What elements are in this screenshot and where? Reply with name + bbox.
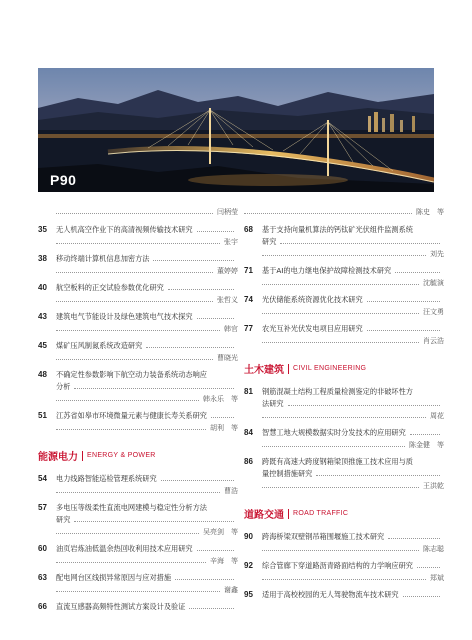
article-title: 分析	[56, 382, 71, 391]
article-title: 智慧工地大规模数据实时分发技术的应用研究	[262, 428, 406, 437]
author-name: 周花	[430, 412, 444, 420]
toc-right-column	[244, 206, 444, 606]
author-name: 辛海 等	[210, 557, 238, 565]
leader-dots	[56, 562, 206, 563]
leader-dots	[56, 400, 199, 401]
toc-entry[interactable]	[38, 473, 238, 497]
author-name: 陈金健 等	[409, 441, 444, 449]
leader-dots	[262, 446, 405, 447]
toc-entry[interactable]	[244, 265, 444, 289]
page-number: 71	[244, 266, 253, 275]
leader-dots	[262, 284, 419, 285]
section-divider	[82, 451, 83, 461]
page-number: 35	[38, 225, 47, 234]
author-name: 董婷婷	[217, 267, 238, 275]
toc-entry[interactable]	[38, 410, 238, 434]
leader-dots	[56, 359, 213, 360]
article-title: 综合管廊下穿道路沥青路面结构的力学响应研究	[262, 561, 413, 570]
article-title: 钢筋混凝土结构工程质量检测鉴定的非破坏性方	[262, 387, 413, 396]
toc-entry[interactable]	[244, 427, 444, 451]
article-title: 跨海桥梁双壁钢吊箱围堰施工技术研究	[262, 532, 385, 541]
page-number: 77	[244, 324, 253, 333]
page-number: 63	[38, 573, 47, 582]
leader-dots	[417, 567, 440, 568]
page-number: 81	[244, 387, 253, 396]
article-title: 研究	[56, 515, 71, 524]
leader-dots	[316, 475, 440, 476]
page-label: P90	[50, 172, 77, 188]
section-header-civil: 土木建筑 CIVIL ENGINEERING	[244, 365, 367, 376]
leader-dots	[367, 330, 440, 331]
author-name: 曹浩	[224, 487, 238, 495]
leader-dots	[56, 492, 220, 493]
toc-entry-continued: 闫柄莹	[38, 206, 238, 218]
leader-dots	[56, 243, 220, 244]
leader-dots	[56, 330, 220, 331]
leader-dots	[211, 417, 234, 418]
leader-dots	[197, 231, 234, 232]
leader-dots	[403, 596, 440, 597]
article-title: 多电压等级柔性直流电网建模与稳定性分析方法	[56, 503, 207, 512]
leader-dots	[56, 301, 213, 302]
article-title: 光伏储能系统资源优化技术研究	[262, 295, 363, 304]
author-name: 曹晓光	[217, 354, 238, 362]
article-title: 不确定性参数影响下航空动力装备系统动态响应	[56, 370, 207, 379]
author-name: 韩官	[224, 325, 238, 333]
page-number: 54	[38, 474, 47, 483]
article-title: 适用于高校校园的无人驾驶物流车技术研究	[262, 590, 399, 599]
toc-entry[interactable]	[38, 369, 238, 405]
article-title: 油页岩炼油低温余热回收利用技术应用研究	[56, 544, 193, 553]
article-title: 法研究	[262, 399, 284, 408]
page-number: 95	[244, 590, 253, 599]
article-title: 建筑电气节能设计及绿色建筑电气技术探究	[56, 312, 193, 321]
toc-entry[interactable]	[244, 294, 444, 318]
article-title: 量控制措施研究	[262, 469, 313, 478]
leader-dots	[168, 289, 234, 290]
author-name: 谢鑫	[224, 586, 238, 594]
leader-dots	[280, 243, 440, 244]
page-number: 92	[244, 561, 253, 570]
leader-dots	[161, 480, 234, 481]
page-number: 66	[38, 602, 47, 611]
toc-entry[interactable]	[244, 560, 444, 584]
author-name: 郑斌	[430, 574, 444, 582]
leader-dots	[197, 318, 234, 319]
toc-entry[interactable]	[244, 456, 444, 492]
section-header-energy: 能源电力 ENERGY & POWER	[38, 452, 156, 463]
page-number: 38	[38, 254, 47, 263]
leader-dots	[262, 550, 419, 551]
page-number: 48	[38, 370, 47, 379]
author-name: 刘先	[430, 250, 444, 258]
toc-entry[interactable]	[244, 323, 444, 347]
article-title: 直流互感器高频特性测试方案设计及验证	[56, 602, 186, 611]
page-number: 74	[244, 295, 253, 304]
toc-entry[interactable]	[244, 386, 444, 422]
leader-dots	[262, 313, 419, 314]
leader-dots	[146, 347, 234, 348]
page-number: 43	[38, 312, 47, 321]
author-name: 汪文勇	[423, 308, 444, 316]
toc-entry[interactable]	[38, 340, 238, 364]
author-name: 张哲义	[217, 296, 238, 304]
page-number: 45	[38, 341, 47, 350]
leader-dots	[189, 608, 234, 609]
leader-dots	[395, 272, 440, 273]
page-number: 84	[244, 428, 253, 437]
toc-entry[interactable]	[38, 224, 238, 248]
bridge-night-illustration	[38, 68, 434, 192]
section-divider	[288, 509, 289, 519]
toc-left-column	[38, 206, 238, 618]
page-number: 60	[38, 544, 47, 553]
page-number: 90	[244, 532, 253, 541]
leader-dots	[56, 533, 199, 534]
leader-dots	[74, 521, 234, 522]
author-name: 吴亮剑 等	[203, 528, 238, 536]
page-number: 40	[38, 283, 47, 292]
author-name: 张宇	[224, 238, 238, 246]
toc-entry-continued: 陈史 等	[244, 206, 444, 218]
leader-dots	[262, 255, 426, 256]
toc-entry[interactable]	[38, 572, 238, 596]
toc-entry[interactable]	[244, 531, 444, 555]
author-name: 陈志聪	[423, 545, 444, 553]
section-header-road: 道路交通 ROAD TRAFFIC	[244, 510, 349, 521]
leader-dots	[153, 260, 234, 261]
cover-photo	[38, 68, 434, 192]
leader-dots	[262, 417, 426, 418]
article-title: 基于AI的电力继电保护故障检测技术研究	[262, 266, 392, 275]
author-name: 肖云浩	[423, 337, 444, 345]
toc-entry[interactable]	[244, 224, 444, 260]
toc-entry[interactable]	[38, 311, 238, 335]
leader-dots	[175, 579, 234, 580]
article-title: 配电网台区线损异常原因与应对措施	[56, 573, 172, 582]
page-number: 57	[38, 503, 47, 512]
page-number: 86	[244, 457, 253, 466]
leader-dots	[74, 388, 234, 389]
article-title: 基于支持向量机算法的钙钛矿光伏组件监测系统	[262, 225, 413, 234]
article-title: 航空板料的正交试验参数优化研究	[56, 283, 164, 292]
leader-dots	[262, 579, 426, 580]
article-title: 农光互补光伏发电项目应用研究	[262, 324, 363, 333]
page-number: 51	[38, 411, 47, 420]
article-title: 移动终端计算机信息加密方法	[56, 254, 150, 263]
leader-dots	[410, 434, 440, 435]
leader-dots	[388, 538, 440, 539]
leader-dots	[56, 272, 213, 273]
author-name: 王洪乾	[423, 482, 444, 490]
leader-dots	[56, 591, 220, 592]
article-title: 江苏省如皋市环境微量元素与健康长寿关系研究	[56, 411, 207, 420]
article-title: 电力线路智能巡检管理系统研究	[56, 474, 157, 483]
leader-dots	[367, 301, 440, 302]
toc-entry[interactable]	[38, 502, 238, 538]
toc-entry[interactable]	[38, 543, 238, 567]
article-title: 跨既有高速大跨度钢箱梁顶推施工技术应用与质	[262, 457, 413, 466]
toc-entry[interactable]	[38, 282, 238, 306]
leader-dots	[262, 487, 419, 488]
page-number: 68	[244, 225, 253, 234]
article-title: 煤矿压风制氮系统改造研究	[56, 341, 143, 350]
leader-dots	[56, 429, 206, 430]
author-name: 韩永乐 等	[203, 395, 238, 403]
leader-dots	[288, 405, 440, 406]
leader-dots	[262, 342, 419, 343]
toc-entry[interactable]	[38, 601, 238, 613]
author-name: 沈毓演	[423, 279, 444, 287]
toc-entry[interactable]	[38, 253, 238, 277]
article-title: 无人机高空作业下的高清视频传输技术研究	[56, 225, 193, 234]
author-name: 胡利 等	[210, 424, 238, 432]
article-title: 研究	[262, 237, 277, 246]
leader-dots	[197, 550, 234, 551]
section-divider	[288, 364, 289, 374]
toc-entry[interactable]	[244, 589, 444, 601]
